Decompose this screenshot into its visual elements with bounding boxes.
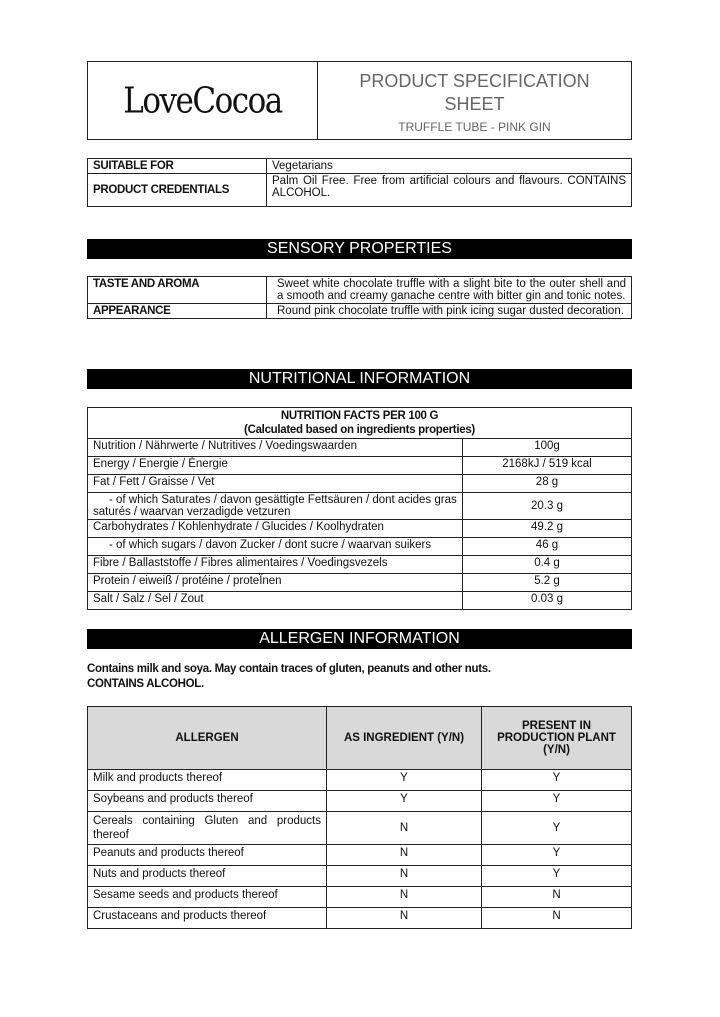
nutrient-label: Energy / Energie / Énergie	[88, 457, 463, 475]
allergen-plant: Y	[482, 845, 632, 866]
allergen-name: Peanuts and products thereof	[88, 845, 327, 866]
nutrient-value: 0.4 g	[463, 556, 632, 574]
col-allergen-header: ALLERGEN	[88, 707, 327, 770]
suitable-label: SUITABLE FOR	[88, 159, 267, 174]
nutrient-value: 5.2 g	[463, 574, 632, 592]
allergen-section-bar: ALLERGEN INFORMATION	[87, 629, 632, 649]
nutrition-row	[88, 439, 632, 457]
sensory-table	[87, 276, 632, 319]
allergen-name: Milk and products thereof	[88, 770, 327, 791]
nutrient-label: Fibre / Ballaststoffe / Fibres alimentaires / Voedingsvezels	[88, 556, 463, 574]
nutrition-row	[88, 592, 632, 610]
logo-cell	[88, 62, 318, 139]
allergen-ingredient: N	[327, 812, 482, 845]
brand-logo: LoveCocoa	[123, 79, 282, 122]
allergen-ingredient: Y	[327, 770, 482, 791]
nutrient-label: Fat / Fett / Graisse / Vet	[88, 475, 463, 493]
nutrition-row	[88, 457, 632, 475]
appearance-row	[88, 304, 632, 319]
col-plant-header: PRESENT IN PRODUCTION PLANT (Y/N)	[482, 707, 632, 770]
nutrition-heading	[88, 408, 632, 439]
allergen-row	[88, 887, 632, 908]
allergen-note-line1: Contains milk and soya. May contain traces of gluten, peanuts and other nuts.	[87, 663, 491, 675]
allergen-name: Sesame seeds and products thereof	[88, 887, 327, 908]
nutrient-value: 49.2 g	[463, 520, 632, 538]
allergen-row	[88, 866, 632, 887]
nutrient-label: - of which sugars / davon Zucker / dont sucre / waarvan suikers	[88, 538, 463, 556]
nutrient-value: 100g	[463, 439, 632, 457]
document-title-line1: PRODUCT SPECIFICATION	[359, 71, 590, 91]
suitability-table	[87, 158, 632, 207]
allergen-ingredient: N	[327, 887, 482, 908]
allergen-plant: Y	[482, 791, 632, 812]
suitable-value: Vegetarians	[267, 159, 632, 174]
allergen-table	[87, 706, 632, 929]
nutrient-label: Salt / Salz / Sel / Zout	[88, 592, 463, 610]
nutrient-value: 46 g	[463, 538, 632, 556]
taste-value: Sweet white chocolate truffle with a slight bite to the outer shell and a smooth and creamy ganache centre with bitter gin and tonic notes.	[267, 277, 632, 304]
allergen-plant: Y	[482, 866, 632, 887]
allergen-ingredient: N	[327, 866, 482, 887]
nutrition-table	[87, 407, 632, 610]
allergen-name: Soybeans and products thereof	[88, 791, 327, 812]
allergen-plant: Y	[482, 770, 632, 791]
allergen-plant: N	[482, 908, 632, 929]
allergen-name: Nuts and products thereof	[88, 866, 327, 887]
nutrient-label: Carbohydrates / Kohlenhydrate / Glucides / Koolhydraten	[88, 520, 463, 538]
allergen-plant: Y	[482, 812, 632, 845]
nutrition-row	[88, 475, 632, 493]
suitable-row	[88, 159, 632, 174]
spec-header	[87, 61, 632, 140]
nutrition-row	[88, 520, 632, 538]
taste-label: TASTE AND AROMA	[88, 277, 267, 304]
nutrient-value: 28 g	[463, 475, 632, 493]
allergen-plant: N	[482, 887, 632, 908]
allergen-row	[88, 812, 632, 845]
col-ingredient-header: AS INGREDIENT (Y/N)	[327, 707, 482, 770]
allergen-row	[88, 908, 632, 929]
nutrition-heading-row	[88, 408, 632, 439]
allergen-row	[88, 845, 632, 866]
credentials-row	[88, 174, 632, 207]
allergen-ingredient: N	[327, 908, 482, 929]
nutrient-value: 20.3 g	[463, 493, 632, 520]
nutrient-value: 0.03 g	[463, 592, 632, 610]
allergen-ingredient: N	[327, 845, 482, 866]
allergen-row	[88, 791, 632, 812]
taste-row	[88, 277, 632, 304]
nutrition-row	[88, 574, 632, 592]
allergen-ingredient: Y	[327, 791, 482, 812]
nutrient-value: 2168kJ / 519 kcal	[463, 457, 632, 475]
allergen-header-row	[88, 707, 632, 770]
credentials-value: Palm Oil Free. Free from artificial colours and flavours. CONTAINS ALCOHOL.	[267, 174, 632, 207]
allergen-note	[87, 662, 632, 692]
sensory-section-bar: SENSORY PROPERTIES	[87, 239, 632, 259]
nutrition-section-bar: NUTRITIONAL INFORMATION	[87, 369, 632, 389]
product-name: TRUFFLE TUBE - PINK GIN	[398, 120, 551, 134]
nutrition-heading-line2: (Calculated based on ingredients properties)	[244, 424, 475, 436]
nutrition-heading-line1: NUTRITION FACTS PER 100 G	[280, 410, 439, 422]
allergen-name: Crustaceans and products thereof	[88, 908, 327, 929]
allergen-name: Cereals containing Gluten and products thereof	[88, 812, 327, 845]
nutrition-row	[88, 556, 632, 574]
nutrition-row	[88, 538, 632, 556]
allergen-row	[88, 770, 632, 791]
appearance-label: APPEARANCE	[88, 304, 267, 319]
title-cell	[318, 62, 631, 139]
nutrient-label: - of which Saturates / davon gesättigte Fettsäuren / dont acides gras saturés / waarvan verzadigde vetzuren	[88, 493, 463, 520]
credentials-label: PRODUCT CREDENTIALS	[88, 174, 267, 207]
nutrient-label: Protein / eiweiß / protéine / proteÏnen	[88, 574, 463, 592]
document-title-line2: SHEET	[444, 94, 505, 114]
appearance-value: Round pink chocolate truffle with pink icing sugar dusted decoration.	[267, 304, 632, 319]
allergen-note-line2: CONTAINS ALCOHOL.	[87, 678, 204, 690]
nutrient-label: Nutrition / Nährwerte / Nutritives / Voedingswaarden	[88, 439, 463, 457]
nutrition-row	[88, 493, 632, 520]
